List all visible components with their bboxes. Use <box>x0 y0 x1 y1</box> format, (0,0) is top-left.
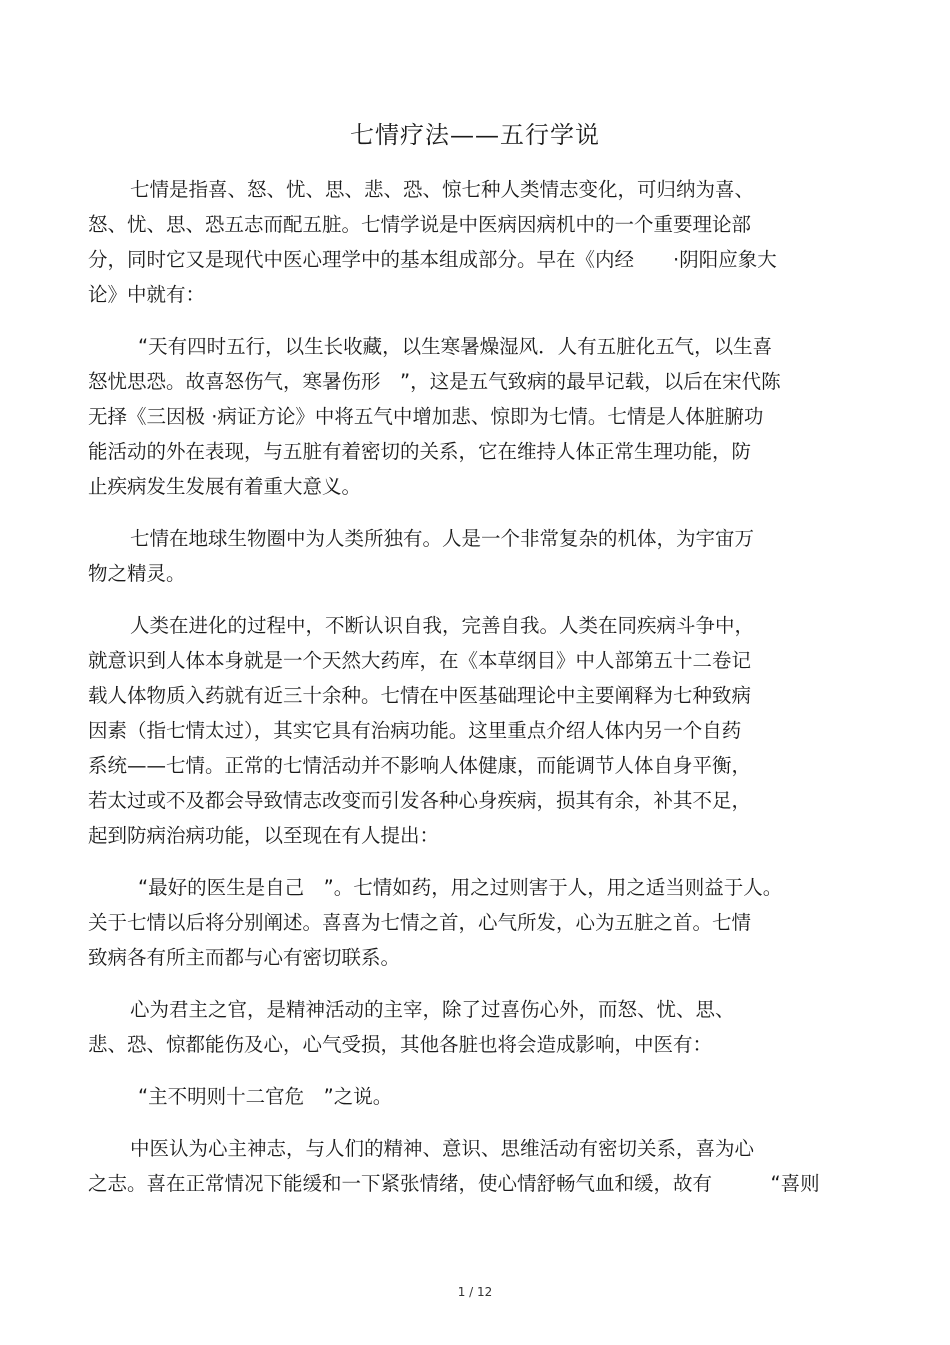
paragraph-1 <box>88 172 858 312</box>
text-line: 若太过或不及都会导致情志改变而引发各种心身疾病，损其有余，补其不足， <box>88 789 752 812</box>
paragraph-4 <box>88 608 858 853</box>
text-line: 悲、恐、惊都能伤及心，心气受损，其他各脏也将会造成影响，中医有： <box>88 1033 713 1056</box>
text-line: 致病各有所主而都与心有密切联系。 <box>88 946 401 969</box>
text-line: 怒忧思恐。故喜怒伤气，寒暑伤形 ”，这是五气致病的最早记载，以后在宋代陈 <box>88 370 781 393</box>
text-line: “天有四时五行，以生长收藏，以生寒暑燥湿风．人有五脏化五气，以生喜 <box>138 335 773 358</box>
text-line: 起到防病治病功能，以至现在有人提出： <box>88 824 440 847</box>
text-line: 关于七情以后将分别阐述。喜喜为七情之首，心气所发，心为五脏之首。七情 <box>88 911 752 934</box>
text-line: 载人体物质入药就有近三十余种。七情在中医基础理论中主要阐释为七种致病 <box>88 684 752 707</box>
paragraph-7 <box>88 1079 858 1114</box>
page-title: 七情疗法——五行学说 <box>350 121 600 149</box>
text-line: 怒、忧、思、恐五志而配五脏。七情学说是中医病因病机中的一个重要理论部 <box>88 213 752 236</box>
paragraph-8 <box>88 1131 858 1201</box>
paragraph-6 <box>88 992 858 1062</box>
body-text <box>88 172 858 1218</box>
text-line: 中医认为心主神志，与人们的精神、意识、思维活动有密切关系，喜为心 <box>130 1137 755 1160</box>
text-line: 能活动的外在表现，与五脏有着密切的关系，它在维持人体正常生理功能，防 <box>88 440 752 463</box>
text-line: 分，同时它又是现代中医心理学中的基本组成部分。早在《内经 ·阴阳应象大 <box>88 248 777 271</box>
paragraph-3 <box>88 521 858 591</box>
text-line: 系统——七情。正常的七情活动并不影响人体健康，而能调节人体自身平衡， <box>88 754 752 777</box>
text-line: 就意识到人体本身就是一个天然大药库，在《本草纲目》中人部第五十二卷记 <box>88 649 752 672</box>
paragraph-5 <box>88 870 858 975</box>
text-line: 七情是指喜、怒、忧、思、悲、恐、惊七种人类情志变化，可归纳为喜、 <box>130 178 755 201</box>
text-line: 无择《三因极 ·病证方论》中将五气中增加悲、惊即为七情。七情是人体脏腑功 <box>88 405 764 428</box>
text-line: “最好的医生是自己 ”。七情如药，用之过则害于人，用之适当则益于人。 <box>138 876 783 899</box>
text-line: 七情在地球生物圈中为人类所独有。人是一个非常复杂的机体，为宇宙万 <box>130 527 755 550</box>
text-line: 论》中就有： <box>88 283 206 306</box>
page-number: 1 / 12 <box>457 1285 493 1299</box>
paragraph-2 <box>88 329 858 504</box>
text-line: 止疾病发生发展有着重大意义。 <box>88 475 362 498</box>
text-line: 人类在进化的过程中，不断认识自我，完善自我。人类在同疾病斗争中， <box>130 614 755 637</box>
text-line: 心为君主之官，是精神活动的主宰，除了过喜伤心外，而怒、忧、思、 <box>130 998 735 1021</box>
text-line: 因素（指七情太过），其实它具有治病功能。这里重点介绍人体内另一个自药 <box>88 719 742 742</box>
text-line: 之志。喜在正常情况下能缓和一下紧张情绪，使心情舒畅气血和缓，故有 “喜则 <box>88 1172 820 1195</box>
text-line: “主不明则十二官危 ”之说。 <box>138 1085 393 1108</box>
text-line: 物之精灵。 <box>88 562 186 585</box>
